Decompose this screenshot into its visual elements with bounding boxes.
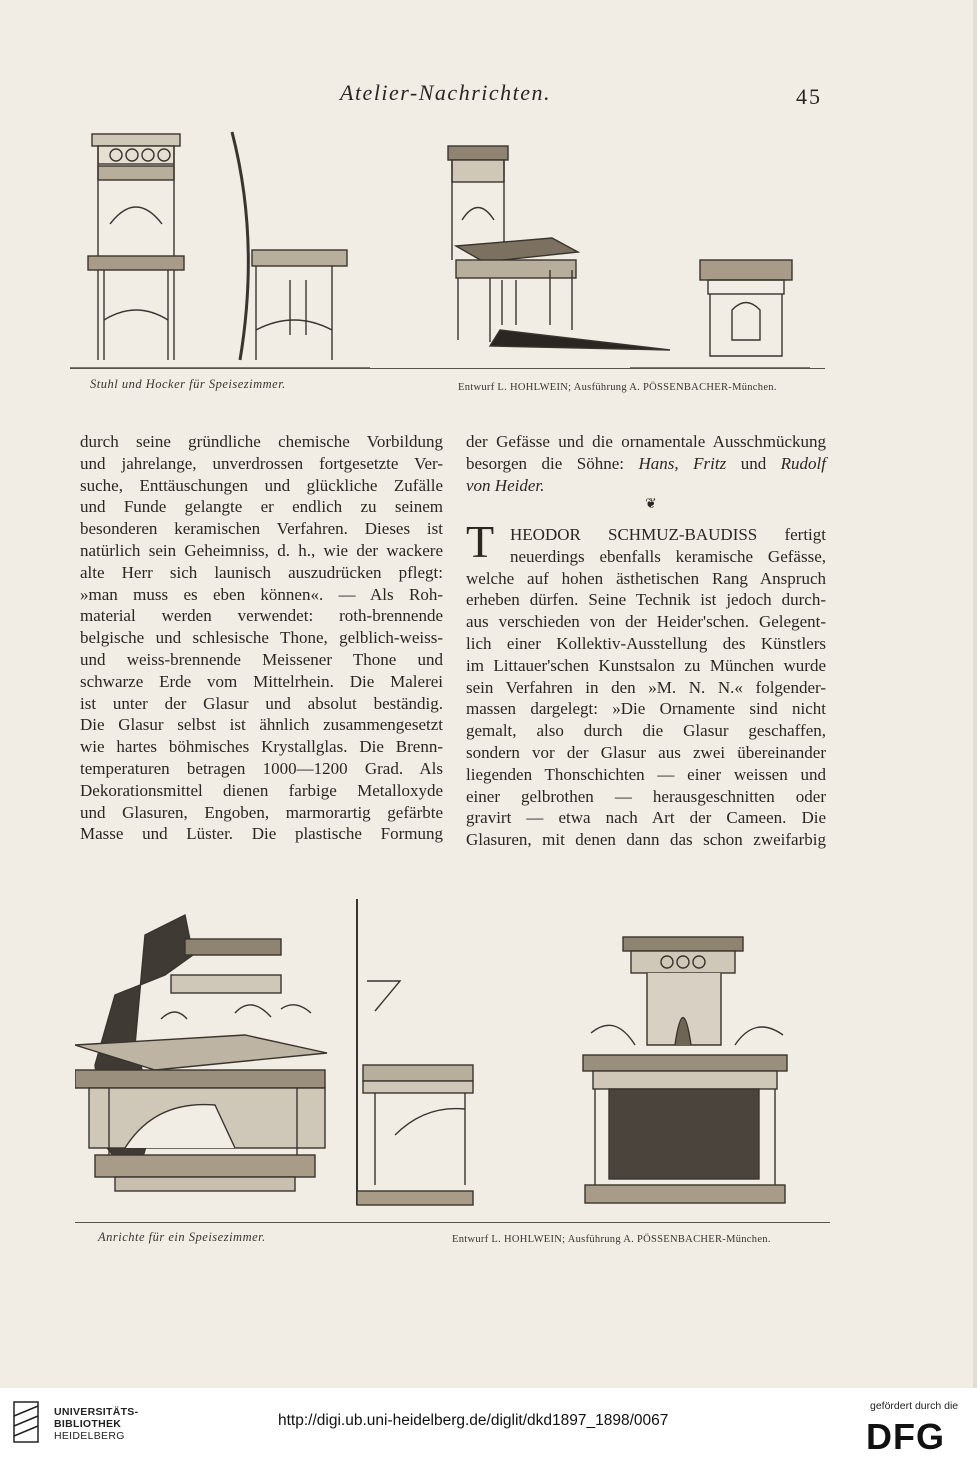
running-header: Atelier-Nachrichten. — [340, 80, 552, 105]
text-line: sondern vor der Glasur aus zwei übereinander — [466, 742, 826, 762]
text-line: Glasuren, mit denen dann das schon zweifarbig — [466, 830, 826, 850]
text-line: im Littauer'schen Kunstsalon zu München wurde — [466, 655, 826, 675]
funded-by-label: gefördert durch die — [870, 1400, 959, 1412]
sideboard-illustration — [75, 895, 835, 1225]
text-line: welche auf hohen ästhetischen Rang Anspruch — [466, 568, 826, 588]
text-line: temperaturen betragen 1000—1200 Grad. Als — [80, 758, 443, 778]
text-line: und weiss-brennende Meissener Thone und — [80, 649, 443, 669]
text-line: gemalt, also durch die Glasur geschaffen, — [466, 721, 826, 741]
fleuron-ornament: ❦ — [645, 496, 657, 512]
text-fragment: besorgen die Söhne: — [466, 453, 625, 473]
text-line: einer gelbrothen — herausgeschnitten oder — [466, 786, 826, 806]
permalink-url[interactable]: http://digi.ub.uni-heidelberg.de/diglit/dkd1897_1898/0067 — [278, 1412, 669, 1429]
text-column-right — [466, 524, 826, 851]
text-fragment: und — [740, 453, 767, 473]
text-line: massen dargelegt: »Die Ornamente sind nicht — [466, 699, 826, 719]
library-name-line: BIBLIOTHEK — [54, 1418, 122, 1430]
library-logo-icon[interactable] — [12, 1400, 40, 1444]
text-line: alte Herr sich launisch auszudrücken pflegt: — [80, 562, 443, 582]
text-line: ist unter der Glasur und absolut beständig. — [80, 693, 443, 713]
text-line: besonderen keramischen Verfahren. Dieses ist — [80, 519, 443, 539]
credit-sideboard: Entwurf L. HOHLWEIN; Ausführung A. PÖSSENBACHER-München. — [452, 1234, 771, 1245]
name-von-heider: von Heider. — [466, 475, 545, 495]
name-hans: Hans, — [638, 453, 679, 473]
name-rudolf: Rudolf — [780, 453, 827, 473]
text-line — [466, 453, 826, 475]
credit-chairs: Entwurf L. HOHLWEIN; Ausführung A. PÖSSENBACHER-München. — [458, 382, 777, 393]
text-column-right-top — [466, 431, 826, 496]
text-line: Dekorationsmittel dienen farbige Metalloxyde — [80, 780, 443, 800]
drop-cap: T — [466, 516, 495, 567]
text-line: gravirt — etwa nach Art der Cameen. Die — [466, 808, 826, 828]
text-line: durch seine gründliche chemische Vorbildung — [80, 432, 443, 451]
text-line: suche, Enttäuschungen und glückliche Zufälle — [80, 475, 443, 495]
text-line: sein Verfahren in den »M. N. N.« folgender- — [466, 677, 826, 697]
caption-sideboard: Anrichte für ein Speisezimmer. — [98, 1230, 266, 1244]
text-line: HEODOR SCHMUZ-BAUDISS fertigt — [510, 525, 826, 544]
text-line: schwarze Erde vom Mittelrhein. Die Malerei — [80, 671, 443, 691]
text-line: aus verschieden von der Heider'schen. Gelegent- — [466, 612, 826, 632]
text-line: neuerdings ebenfalls keramische Gefässe, — [510, 546, 826, 566]
text-column-left — [80, 431, 443, 845]
text-line: und Funde gelangte er endlich zu seinem — [80, 497, 443, 517]
text-line: natürlich sein Geheimniss, d. h., wie der wackere — [80, 540, 443, 560]
text-line: Die Glasur selbst ist ähnlich zusammengesetzt — [80, 715, 443, 735]
text-line: wie hartes böhmisches Krystallglas. Die Brenn- — [80, 737, 443, 757]
page-number: 45 — [796, 84, 822, 109]
text-line — [466, 475, 826, 497]
text-line: erheben dürfen. Seine Technik ist jedoch durch- — [466, 590, 826, 610]
dfg-logo[interactable]: DFG — [866, 1416, 945, 1457]
page-edge — [973, 0, 977, 1388]
library-name-line: HEIDELBERG — [54, 1430, 125, 1442]
text-line: »man muss es eben können«. — Als Roh- — [80, 584, 443, 604]
figure-rule-top — [70, 368, 825, 369]
text-line: und Glasuren, Engoben, marmorartig gefärbte — [80, 802, 443, 822]
text-line: liegenden Thonschichten — einer weissen und — [466, 764, 826, 784]
text-line: belgische und schlesische Thone, gelblich-weiss- — [80, 628, 443, 648]
text-line: und jahrelange, unverdrossen fortgesetzte Ver- — [80, 453, 443, 473]
chairs-illustration — [70, 120, 830, 380]
text-line: Masse und Lüster. Die plastische Formung — [80, 824, 443, 844]
text-line: lich einer Kollektiv-Ausstellung des Künstlers — [466, 633, 826, 653]
text-line: material werden verwendet: roth-brennende — [80, 606, 443, 626]
library-name-line: UNIVERSITÄTS- — [54, 1406, 139, 1418]
figure-rule-bottom — [75, 1222, 830, 1223]
text-line: der Gefässe und die ornamentale Ausschmückung — [466, 432, 826, 451]
library-name[interactable] — [54, 1406, 138, 1442]
name-fritz: Fritz — [693, 453, 727, 473]
caption-chairs: Stuhl und Hocker für Speisezimmer. — [90, 377, 286, 391]
